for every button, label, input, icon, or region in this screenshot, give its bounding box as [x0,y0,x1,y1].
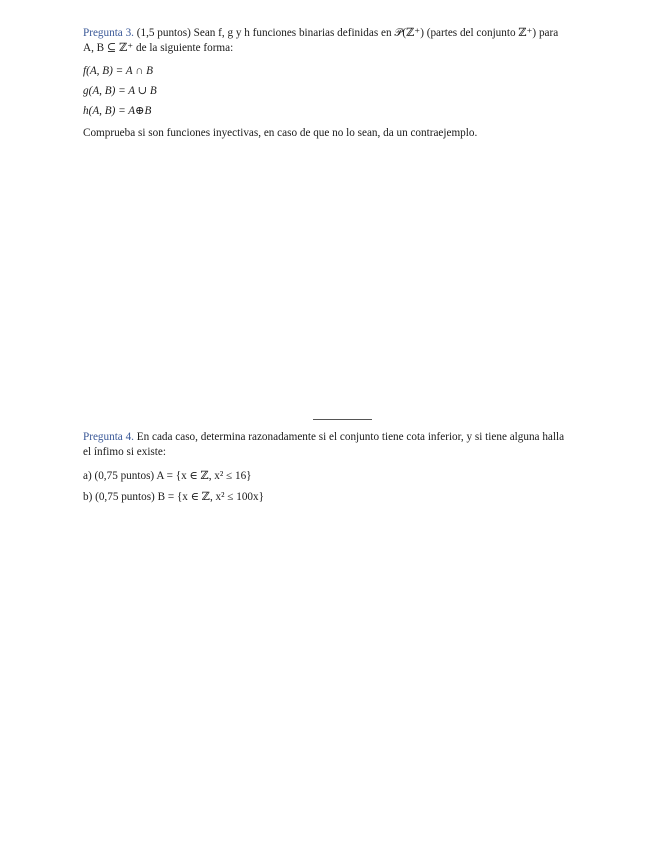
q4-label: Pregunta 4. [83,431,134,443]
q4-line1 [83,430,564,444]
q4-statement: En cada caso, determina razonadamente si el conjunto tiene cota inferior, y si tiene alguna halla [136,431,565,443]
q4-line2: el ínfimo si existe: [83,446,166,458]
q4-part-b: b) (0,75 puntos) B = {x ∈ ℤ, x² ≤ 100x} [83,491,264,503]
q3-statement: (1,5 puntos) Sean f, g y h funciones binarias definidas en 𝒫(ℤ⁺) (partes del conjunto ℤ⁺) para [136,27,559,39]
q3-g-definition: g(A, B) = A ∪ B [83,85,157,97]
q3-line1 [83,26,558,40]
q3-line2: A, B ⊆ ℤ⁺ de la siguiente forma: [83,42,234,54]
q3-f-definition: f(A, B) = A ∩ B [83,65,153,77]
page-divider [313,419,372,420]
q3-label: Pregunta 3. [83,27,134,39]
q3-h-definition: h(A, B) = A⊕B [83,105,152,117]
q4-part-a: a) (0,75 puntos) A = {x ∈ ℤ, x² ≤ 16} [83,470,252,482]
q3-instruction: Comprueba si son funciones inyectivas, en caso de que no lo sean, da un contraejemplo. [83,127,478,139]
